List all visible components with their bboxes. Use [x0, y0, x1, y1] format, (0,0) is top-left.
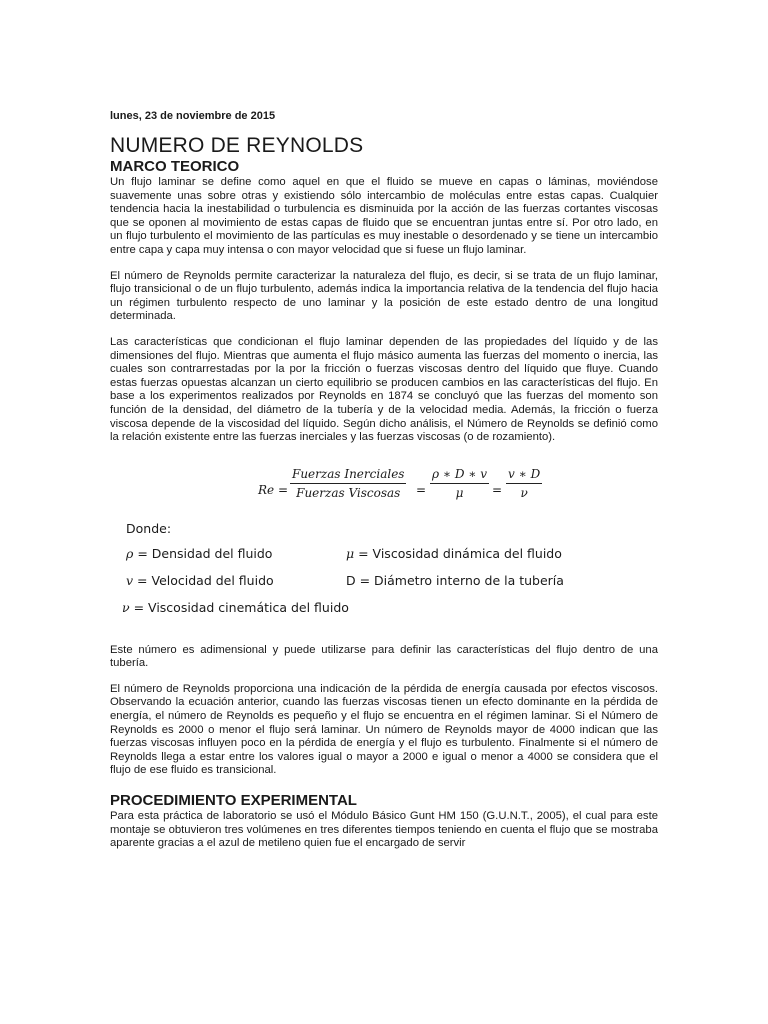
paragraph: El número de Reynolds proporciona una indicación de la pérdida de energía causada por efectos viscosos. Observando la ecuación anterior, cuando las fuerzas viscosas tienen un efecto dominante en la pérdida de energía, el número de Reynolds es pequeño y el flujo se encuentra en el régimen laminar. Si el Número de Reynolds es 2000 o menor el flujo será laminar. Un número de Reynolds mayor de 4000 indican que las fuerzas viscosas influyen poco en la pérdida de energía y el flujo es turbulento. Finalmente si el número de Reynolds llega a estar entre los valores igual o mayor a 2000 e igual o menor a 4000 se considera que el flujo de ese fluido es transicional.	[110, 682, 658, 777]
formula-denominator: μ	[455, 485, 464, 500]
definition-dynamic-viscosity: μ = Viscosidad dinámica del fluido	[346, 545, 562, 561]
section-heading-procedimiento: PROCEDIMIENTO EXPERIMENTAL	[110, 792, 357, 810]
donde-label: Donde:	[126, 520, 172, 536]
paragraph: Las características que condicionan el flujo laminar dependen de las propiedades del líquido y de las dimensiones del flujo. Mientras que aumenta el flujo másico aumenta las fuerzas del momento o inercia, las cuales son contrarrestadas por la por la fricción o fuerzas viscosas dentro del líquido que fluye. Cuando estas fuerzas opuestas alcanzan un cierto equilibrio se producen cambios en las características del flujo. En base a los experimentos realizados por Reynolds en 1874 se concluyó que las fuerzas del momento son función de la densidad, del diámetro de la tubería y de la velocidad media. Además, la fricción o fuerza viscosa depende de la viscosidad del líquido. Según dicho análisis, el Número de Reynolds se definió como la relación existente entre las fuerzas inerciales y las fuerzas viscosas (o de rozamiento).	[110, 335, 658, 444]
definition-diameter: D = Diámetro interno de la tubería	[346, 572, 564, 588]
formula-denominator: ν	[520, 485, 528, 500]
paragraph: Este número es adimensional y puede utilizarse para definir las características del flujo dentro de una tubería.	[110, 643, 658, 670]
paragraph: El número de Reynolds permite caracterizar la naturaleza del flujo, es decir, si se trata de un flujo laminar, flujo transicional o de un flujo turbulento, además indica la importancia relativa de la tendencia del flujo hacia un régimen turbulento respecto de uno laminar y la posición de este estado dentro de una longitud determinada.	[110, 269, 658, 323]
paragraph: Para esta práctica de laboratorio se usó el Módulo Básico Gunt HM 150 (G.U.N.T., 2005), el cual para este montaje se obtuvieron tres volúmenes en tres diferentes tiempos teniendo en cuenta el flujo que se mostraba aparente gracias a el azul de metileno quien fue el encargado de servir	[110, 810, 658, 850]
document-page	[110, 110, 658, 863]
symbol-rho: ρ	[126, 545, 134, 561]
formula-denominator: Fuerzas Viscosas	[296, 485, 401, 500]
reynolds-formula	[110, 467, 658, 517]
symbol-nu: ν	[122, 599, 130, 615]
formula-equals: =	[492, 482, 503, 497]
document-title: NUMERO DE REYNOLDS	[110, 134, 364, 157]
symbol-v: v	[126, 572, 134, 588]
document-date: lunes, 23 de noviembre de 2015	[110, 110, 276, 122]
definition-density: ρ = Densidad del fluido	[126, 545, 273, 561]
definition-velocity: v = Velocidad del fluido	[126, 572, 274, 588]
definition-kinematic-viscosity: ν = Viscosidad cinemática del fluido	[122, 599, 349, 615]
symbol-mu: μ	[346, 545, 355, 561]
section-heading-marco-teorico: MARCO TEORICO	[110, 158, 240, 175]
variable-definitions	[110, 546, 658, 626]
paragraph: Un flujo laminar se define como aquel en que el fluido se mueve en capas o láminas, moviéndose suavemente unas sobre otras y existiendo sólo intercambio de moléculas entre estas capas. Cualquier tendencia hacia la inestabilidad o turbulencia es disminuida por la acción de las fuerzas cortantes viscosas que se oponen al movimiento de estas capas de fluido que se encuentran juntas entre sí. Por otro lado, en un flujo turbulento el movimiento de las partículas es muy inestable o desordenado y se tiene un intercambio entre capa y capa muy intensa o con mayor velocidad que si fuese un flujo laminar.	[110, 176, 658, 256]
formula-fraction-forces	[290, 467, 406, 500]
formula-equals: =	[416, 482, 427, 497]
formula-fraction-variables	[430, 467, 489, 500]
formula-numerator: Fuerzas Inerciales	[290, 467, 406, 484]
formula-fraction-kinematic	[506, 467, 542, 500]
formula-numerator: ρ ∗ D ∗ v	[430, 467, 489, 484]
formula-numerator: v ∗ D	[506, 467, 542, 484]
formula-lhs: Re =	[258, 482, 289, 497]
